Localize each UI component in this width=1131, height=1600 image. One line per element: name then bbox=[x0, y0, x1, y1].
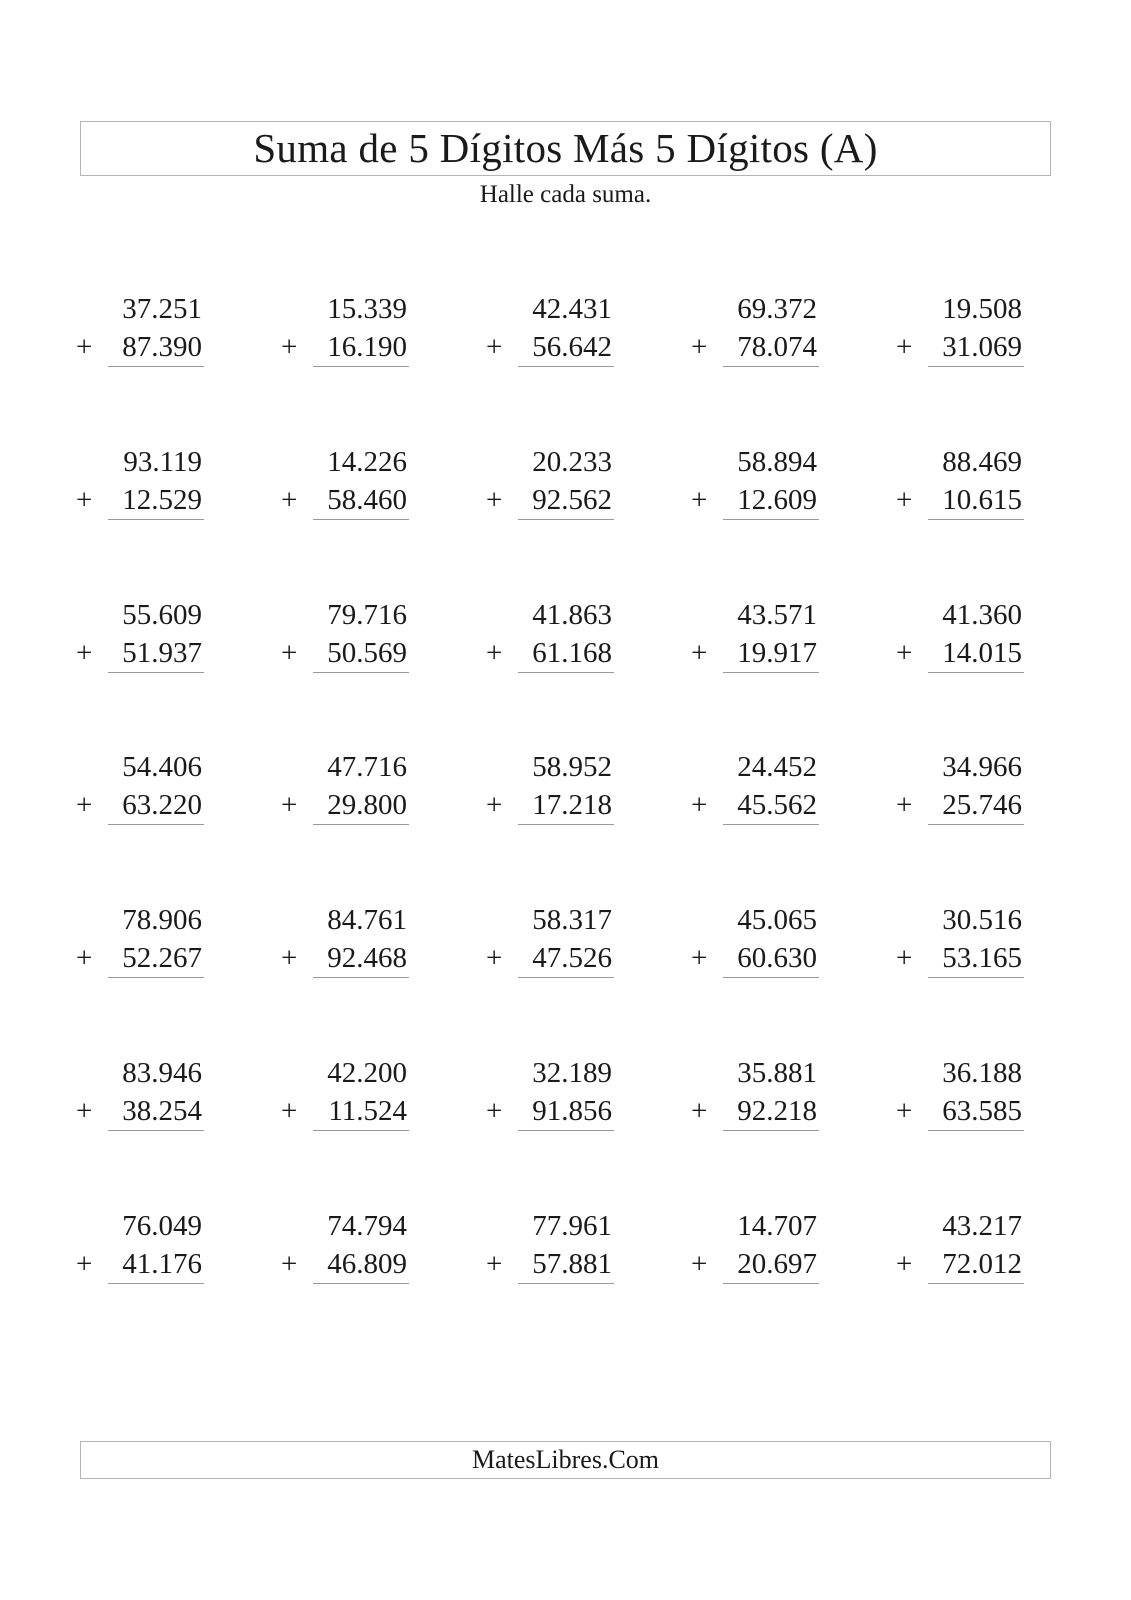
second-addend: 58.460 bbox=[313, 481, 409, 520]
plus-sign: + bbox=[486, 637, 503, 669]
addition-problem bbox=[76, 748, 204, 824]
first-addend: 47.716 bbox=[327, 751, 407, 783]
addition-problem bbox=[486, 290, 614, 366]
first-addend: 14.226 bbox=[327, 446, 407, 478]
plus-sign: + bbox=[896, 942, 913, 974]
second-addend-row bbox=[76, 634, 204, 672]
addition-problem bbox=[691, 1054, 819, 1130]
second-addend: 12.529 bbox=[108, 481, 204, 520]
plus-sign: + bbox=[896, 1248, 913, 1280]
second-addend: 19.917 bbox=[723, 634, 819, 673]
second-addend-row bbox=[896, 1092, 1024, 1130]
second-addend-row bbox=[76, 328, 204, 366]
plus-sign: + bbox=[486, 484, 503, 516]
addition-problem bbox=[76, 901, 204, 977]
plus-sign: + bbox=[281, 942, 298, 974]
first-addend: 24.452 bbox=[737, 751, 817, 783]
second-addend-row bbox=[281, 328, 409, 366]
second-addend: 10.615 bbox=[928, 481, 1024, 520]
plus-sign: + bbox=[486, 942, 503, 974]
second-addend: 50.569 bbox=[313, 634, 409, 673]
second-addend-row bbox=[486, 786, 614, 824]
addition-problem bbox=[281, 443, 409, 519]
second-addend-row bbox=[691, 939, 819, 977]
second-addend-row bbox=[281, 481, 409, 519]
addition-problem bbox=[896, 1054, 1024, 1130]
second-addend-row bbox=[896, 786, 1024, 824]
plus-sign: + bbox=[76, 637, 93, 669]
first-addend: 19.508 bbox=[942, 293, 1022, 325]
second-addend-row bbox=[76, 1245, 204, 1283]
plus-sign: + bbox=[896, 484, 913, 516]
second-addend: 56.642 bbox=[518, 328, 614, 367]
plus-sign: + bbox=[76, 1095, 93, 1127]
second-addend-row bbox=[486, 1092, 614, 1130]
second-addend-row bbox=[691, 481, 819, 519]
plus-sign: + bbox=[896, 1095, 913, 1127]
second-addend-row bbox=[486, 634, 614, 672]
addition-problem bbox=[76, 290, 204, 366]
first-addend: 36.188 bbox=[942, 1057, 1022, 1089]
first-addend: 42.431 bbox=[532, 293, 612, 325]
second-addend: 31.069 bbox=[928, 328, 1024, 367]
first-addend: 76.049 bbox=[122, 1210, 202, 1242]
second-addend-row bbox=[486, 939, 614, 977]
second-addend: 87.390 bbox=[108, 328, 204, 367]
second-addend-row bbox=[896, 328, 1024, 366]
second-addend-row bbox=[896, 634, 1024, 672]
addition-problem bbox=[281, 748, 409, 824]
addition-problem bbox=[691, 596, 819, 672]
second-addend: 47.526 bbox=[518, 939, 614, 978]
addition-problem bbox=[281, 901, 409, 977]
first-addend: 77.961 bbox=[532, 1210, 612, 1242]
plus-sign: + bbox=[691, 789, 708, 821]
first-addend: 20.233 bbox=[532, 446, 612, 478]
addition-problem bbox=[486, 1207, 614, 1283]
first-addend: 41.863 bbox=[532, 599, 612, 631]
addition-problem bbox=[896, 443, 1024, 519]
second-addend: 92.468 bbox=[313, 939, 409, 978]
second-addend-row bbox=[76, 939, 204, 977]
second-addend-row bbox=[281, 634, 409, 672]
addition-problem bbox=[486, 901, 614, 977]
footer-site-name: MatesLibres.Com bbox=[471, 1445, 660, 1474]
first-addend: 34.966 bbox=[942, 751, 1022, 783]
second-addend-row bbox=[691, 634, 819, 672]
plus-sign: + bbox=[691, 1248, 708, 1280]
addition-problem bbox=[691, 443, 819, 519]
worksheet-title: Suma de 5 Dígitos Más 5 Dígitos (A) bbox=[253, 125, 878, 171]
addition-problem bbox=[691, 1207, 819, 1283]
plus-sign: + bbox=[486, 789, 503, 821]
second-addend-row bbox=[281, 1092, 409, 1130]
second-addend: 61.168 bbox=[518, 634, 614, 673]
addition-problem bbox=[281, 1207, 409, 1283]
addition-problem bbox=[896, 290, 1024, 366]
plus-sign: + bbox=[691, 331, 708, 363]
first-addend: 54.406 bbox=[122, 751, 202, 783]
footer-box bbox=[80, 1441, 1051, 1479]
first-addend: 58.894 bbox=[737, 446, 817, 478]
addition-problem bbox=[691, 748, 819, 824]
first-addend: 42.200 bbox=[327, 1057, 407, 1089]
second-addend-row bbox=[281, 1245, 409, 1283]
second-addend: 63.220 bbox=[108, 786, 204, 825]
plus-sign: + bbox=[486, 1248, 503, 1280]
plus-sign: + bbox=[281, 789, 298, 821]
first-addend: 79.716 bbox=[327, 599, 407, 631]
second-addend: 38.254 bbox=[108, 1092, 204, 1131]
second-addend: 25.746 bbox=[928, 786, 1024, 825]
second-addend: 91.856 bbox=[518, 1092, 614, 1131]
second-addend: 45.562 bbox=[723, 786, 819, 825]
plus-sign: + bbox=[76, 484, 93, 516]
first-addend: 93.119 bbox=[123, 446, 202, 478]
plus-sign: + bbox=[281, 637, 298, 669]
plus-sign: + bbox=[691, 484, 708, 516]
addition-problem bbox=[896, 1207, 1024, 1283]
first-addend: 43.217 bbox=[942, 1210, 1022, 1242]
second-addend: 52.267 bbox=[108, 939, 204, 978]
second-addend-row bbox=[691, 786, 819, 824]
plus-sign: + bbox=[76, 1248, 93, 1280]
first-addend: 35.881 bbox=[737, 1057, 817, 1089]
second-addend-row bbox=[691, 328, 819, 366]
first-addend: 69.372 bbox=[737, 293, 817, 325]
addition-problem bbox=[486, 443, 614, 519]
first-addend: 88.469 bbox=[942, 446, 1022, 478]
second-addend: 57.881 bbox=[518, 1245, 614, 1284]
plus-sign: + bbox=[281, 1248, 298, 1280]
second-addend: 53.165 bbox=[928, 939, 1024, 978]
plus-sign: + bbox=[691, 942, 708, 974]
addition-problem bbox=[281, 1054, 409, 1130]
first-addend: 58.952 bbox=[532, 751, 612, 783]
plus-sign: + bbox=[281, 331, 298, 363]
plus-sign: + bbox=[281, 484, 298, 516]
plus-sign: + bbox=[896, 637, 913, 669]
second-addend-row bbox=[486, 1245, 614, 1283]
first-addend: 83.946 bbox=[122, 1057, 202, 1089]
addition-problem bbox=[691, 290, 819, 366]
second-addend: 92.218 bbox=[723, 1092, 819, 1131]
first-addend: 45.065 bbox=[737, 904, 817, 936]
plus-sign: + bbox=[76, 942, 93, 974]
second-addend: 46.809 bbox=[313, 1245, 409, 1284]
second-addend-row bbox=[486, 481, 614, 519]
plus-sign: + bbox=[896, 789, 913, 821]
addition-problem bbox=[76, 1054, 204, 1130]
addition-problem bbox=[281, 596, 409, 672]
second-addend-row bbox=[281, 786, 409, 824]
second-addend: 41.176 bbox=[108, 1245, 204, 1284]
plus-sign: + bbox=[691, 637, 708, 669]
plus-sign: + bbox=[76, 789, 93, 821]
second-addend: 51.937 bbox=[108, 634, 204, 673]
addition-problem bbox=[896, 596, 1024, 672]
second-addend: 20.697 bbox=[723, 1245, 819, 1284]
second-addend-row bbox=[896, 939, 1024, 977]
instruction-text: Halle cada suma. bbox=[479, 181, 652, 208]
addition-problem bbox=[76, 443, 204, 519]
addition-problem bbox=[486, 748, 614, 824]
first-addend: 58.317 bbox=[532, 904, 612, 936]
second-addend: 92.562 bbox=[518, 481, 614, 520]
second-addend-row bbox=[486, 328, 614, 366]
addition-problem bbox=[486, 596, 614, 672]
second-addend: 12.609 bbox=[723, 481, 819, 520]
plus-sign: + bbox=[896, 331, 913, 363]
second-addend-row bbox=[76, 786, 204, 824]
second-addend: 29.800 bbox=[313, 786, 409, 825]
second-addend-row bbox=[691, 1092, 819, 1130]
first-addend: 84.761 bbox=[327, 904, 407, 936]
addition-problem bbox=[691, 901, 819, 977]
first-addend: 32.189 bbox=[532, 1057, 612, 1089]
second-addend-row bbox=[691, 1245, 819, 1283]
addition-problem bbox=[281, 290, 409, 366]
first-addend: 30.516 bbox=[942, 904, 1022, 936]
second-addend-row bbox=[896, 481, 1024, 519]
addition-problem bbox=[486, 1054, 614, 1130]
second-addend: 17.218 bbox=[518, 786, 614, 825]
addition-problem bbox=[896, 901, 1024, 977]
second-addend-row bbox=[76, 1092, 204, 1130]
first-addend: 43.571 bbox=[737, 599, 817, 631]
plus-sign: + bbox=[486, 1095, 503, 1127]
second-addend: 63.585 bbox=[928, 1092, 1024, 1131]
second-addend: 72.012 bbox=[928, 1245, 1024, 1284]
addition-problem bbox=[76, 596, 204, 672]
addition-problem bbox=[76, 1207, 204, 1283]
first-addend: 37.251 bbox=[122, 293, 202, 325]
first-addend: 41.360 bbox=[942, 599, 1022, 631]
second-addend: 11.524 bbox=[313, 1092, 409, 1131]
second-addend: 78.074 bbox=[723, 328, 819, 367]
first-addend: 14.707 bbox=[737, 1210, 817, 1242]
first-addend: 74.794 bbox=[327, 1210, 407, 1242]
first-addend: 15.339 bbox=[327, 293, 407, 325]
plus-sign: + bbox=[486, 331, 503, 363]
plus-sign: + bbox=[691, 1095, 708, 1127]
addition-problem bbox=[896, 748, 1024, 824]
title-box bbox=[80, 121, 1051, 176]
first-addend: 55.609 bbox=[122, 599, 202, 631]
first-addend: 78.906 bbox=[122, 904, 202, 936]
second-addend-row bbox=[896, 1245, 1024, 1283]
plus-sign: + bbox=[281, 1095, 298, 1127]
second-addend-row bbox=[76, 481, 204, 519]
second-addend: 60.630 bbox=[723, 939, 819, 978]
plus-sign: + bbox=[76, 331, 93, 363]
second-addend-row bbox=[281, 939, 409, 977]
second-addend: 16.190 bbox=[313, 328, 409, 367]
second-addend: 14.015 bbox=[928, 634, 1024, 673]
